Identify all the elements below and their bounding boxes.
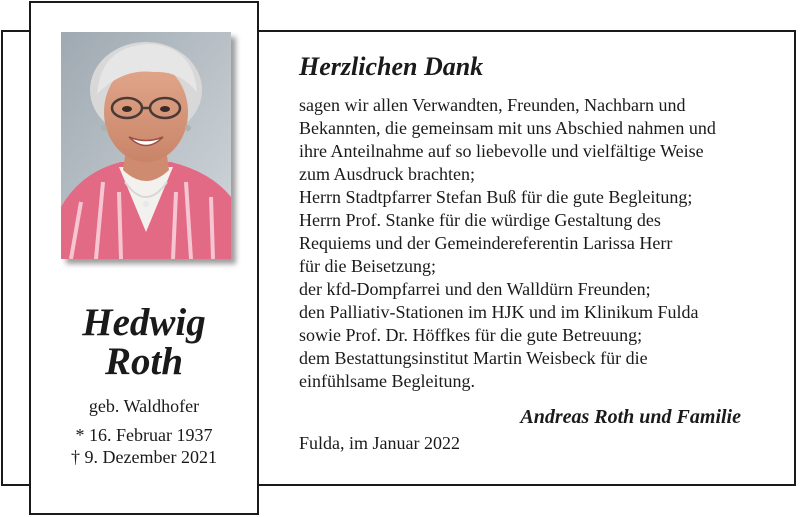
body-line: für die Beisetzung; xyxy=(299,256,436,276)
body-line: Herrn Stadtpfarrer Stefan Buß für die gute Begleitung; xyxy=(299,187,693,207)
death-date: † 9. Dezember 2021 xyxy=(71,447,217,467)
portrait-panel xyxy=(29,1,259,515)
body-line: sowie Prof. Dr. Höffkes für die gute Betreuung; xyxy=(299,325,643,345)
body-line: den Palliativ-Stationen im HJK und im Klinikum Fulda xyxy=(299,302,699,322)
body-line: der kfd-Dompfarrei und den Walldürn Freunden; xyxy=(299,279,651,299)
birth-name: geb. Waldhofer xyxy=(88,396,200,416)
body-line: ihre Anteilnahme auf so liebevolle und vielfältige Weise xyxy=(299,141,704,161)
signature: Andreas Roth und Familie xyxy=(520,406,741,428)
deceased-last-name: Roth xyxy=(104,340,184,383)
body-line: dem Bestattungsinstitut Martin Weisbeck für die xyxy=(299,348,648,368)
body-line: Herrn Prof. Stanke für die würdige Gestaltung des xyxy=(299,210,661,230)
body-line: Bekannten, die gemeinsam mit uns Abschied nahmen und xyxy=(299,118,716,138)
body-line: einfühlsame Begleitung. xyxy=(299,371,475,391)
portrait-photo xyxy=(61,32,231,259)
body-line: zum Ausdruck brachten; xyxy=(299,164,475,184)
body-line: sagen wir allen Verwandten, Freunden, Nachbarn und xyxy=(299,95,686,115)
notice-heading: Herzlichen Dank xyxy=(299,52,484,81)
thank-you-text xyxy=(299,50,759,455)
birth-date: * 16. Februar 1937 xyxy=(75,425,213,445)
deceased-first-name: Hedwig xyxy=(82,301,206,344)
body-line: Requiems und der Gemeindereferentin Larissa Herr xyxy=(299,233,673,253)
place-date: Fulda, im Januar 2022 xyxy=(299,433,460,453)
notice-body xyxy=(299,94,759,393)
